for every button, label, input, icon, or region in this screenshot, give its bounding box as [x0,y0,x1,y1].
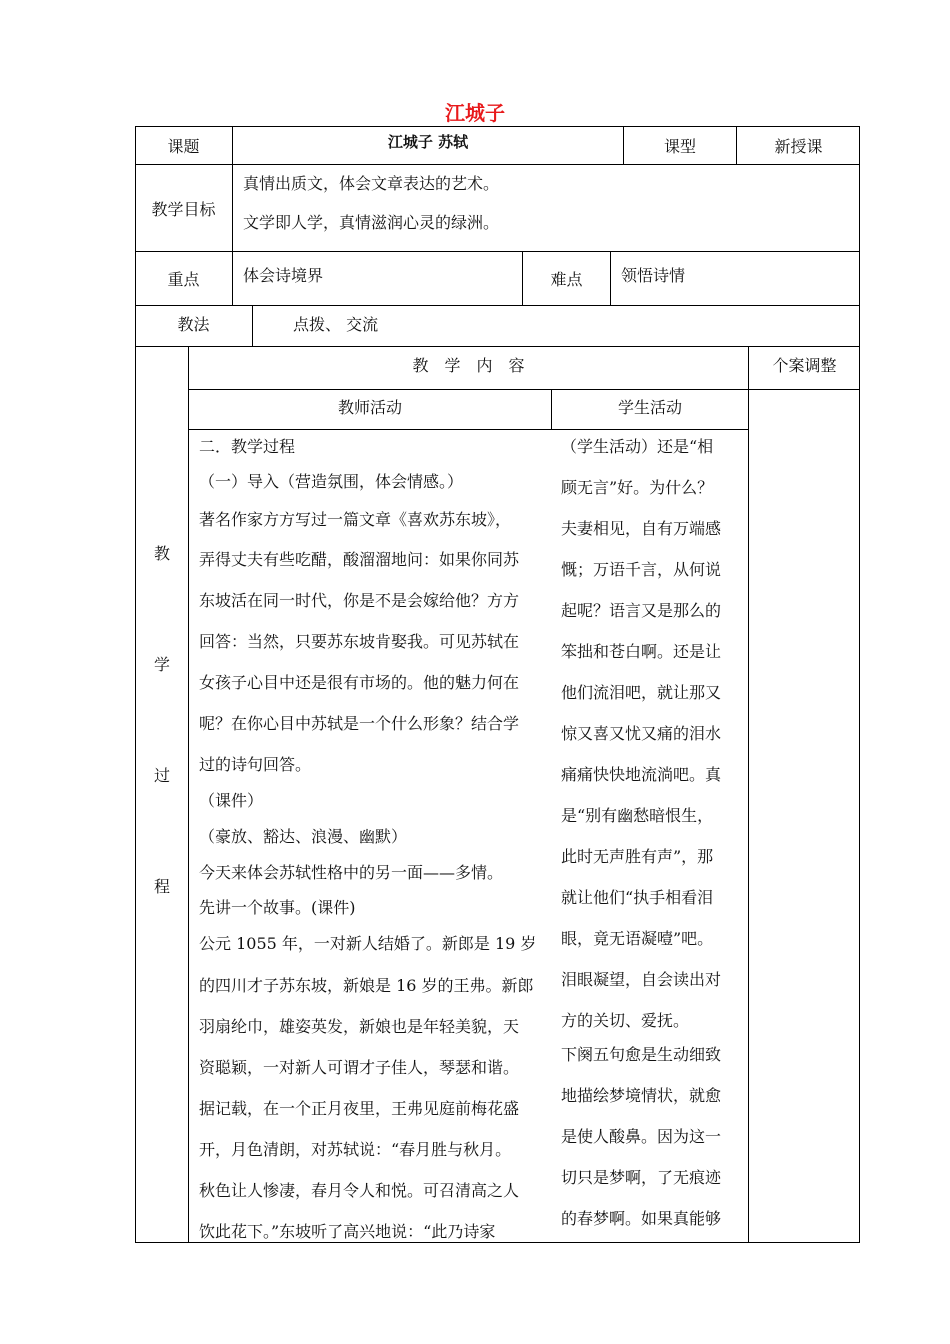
student-line: 地描绘梦境情状，就愈 [561,1086,722,1105]
student-line: 惊又喜又忧又痛的泪水 [561,724,722,743]
key-point-text: 体会诗境界 [243,266,324,285]
label-type: 课型 [624,126,737,165]
label-method-text: 教法 [177,315,210,334]
difficulty-value [611,252,860,306]
teacher-line: 饮此花下。”东坡听了高兴地说：“此乃诗家 [199,1222,496,1241]
student-line: 起呢？语言又是那么的 [561,601,722,620]
student-line: 顾无言”好。为什么？ [561,478,714,497]
student-line: 下阕五句愈是生动细致 [561,1045,722,1064]
student-line: 笨拙和苍白啊。还是让 [561,642,722,661]
adjust-header-text: 个案调整 [772,356,837,375]
adjust-header [749,347,860,390]
label-difficulty: 难点 [523,252,611,306]
teacher-line: 公元 1055 年，一对新人结婚了。新郎是 19 岁 [199,934,537,953]
topic-value [233,126,624,165]
student-header [552,390,749,430]
student-line: 夫妻相见，自有万端感 [561,519,722,538]
label-method [135,306,253,347]
teacher-line: 过的诗句回答。 [199,755,312,774]
label-topic: 课题 [135,126,233,165]
teacher-line: 的四川才子苏东坡，新娘是 16 岁的王弗。新郎 [199,976,534,995]
student-line: 眼，竟无语凝噎”吧。 [561,929,714,948]
student-header-text: 学生活动 [617,398,682,417]
topic-text: 江城子 苏轼 [387,133,469,151]
student-line: 痛痛快快地流淌吧。真 [561,765,722,784]
student-line: （学生活动）还是“相 [561,437,714,456]
content-header [189,347,749,390]
method-text: 点拨、 交流 [293,315,379,334]
teacher-line: 二．教学过程 [199,437,296,456]
goal-line-1: 真情出质文，体会文章表达的艺术。 [243,174,500,193]
side-char-3: 过 [154,766,171,785]
teacher-line: 秋色让人惨凄，春月令人和悦。可召清高之人 [199,1181,520,1200]
student-line: 慨；万语千言，从何说 [561,560,722,579]
teacher-line: 羽扇纶巾，雄姿英发，新娘也是年轻美貌，天 [199,1017,520,1036]
student-line: 泪眼凝望，自会读出对 [561,970,722,989]
teacher-line: （课件） [199,791,264,810]
teacher-line: 今天来体会苏轼性格中的另一面——多情。 [199,863,504,882]
teacher-line: 先讲一个故事。(课件) [199,898,356,917]
teacher-activity [189,430,552,1243]
student-line: 是“别有幽愁暗恨生， [561,806,714,825]
key-point-value [233,252,523,306]
teacher-header [189,390,552,430]
teacher-line: 开，月色清朗，对苏轼说：“春月胜与秋月。 [199,1140,512,1159]
student-activity [552,430,749,1243]
student-line: 是使人酸鼻。因为这一 [561,1127,722,1146]
goal-line-2: 文学即人学，真情滋润心灵的绿洲。 [243,213,500,232]
goals-value [233,165,860,252]
side-char-2: 学 [154,655,171,674]
teacher-line: 东坡活在同一时代，你是不是会嫁给他？方方 [199,591,520,610]
label-goals: 教学目标 [135,165,233,252]
student-line: 切只是梦啊，了无痕迹 [561,1168,722,1187]
teacher-line: 弄得丈夫有些吃醋，酸溜溜地问：如果你同苏 [199,550,520,569]
side-char-4: 程 [154,877,171,896]
student-line: 他们流泪吧，就让那又 [561,683,722,702]
teacher-header-text: 教师活动 [337,398,402,417]
difficulty-text: 领悟诗情 [621,266,686,285]
teacher-line: 女孩子心目中还是很有市场的。他的魅力何在 [199,673,520,692]
student-line: 方的关切、爱抚。 [561,1011,690,1030]
student-line: 就让他们“执手相看泪 [561,888,714,907]
student-line: 的春梦啊。如果真能够 [561,1209,722,1228]
teacher-line: 据记载，在一个正月夜里，王弗见庭前梅花盛 [199,1099,520,1118]
teacher-line: 回答：当然，只要苏东坡肯娶我。可见苏轼在 [199,632,520,651]
teacher-line: 资聪颖，一对新人可谓才子佳人，琴瑟和谐。 [199,1058,520,1077]
side-char-1: 教 [154,544,171,563]
student-line: 此时无声胜有声”，那 [561,847,714,866]
teacher-line: （豪放、豁达、浪漫、幽默） [199,827,408,846]
method-value [253,306,860,347]
teacher-line: 呢？在你心目中苏轼是一个什么形象？结合学 [199,714,520,733]
process-side-label [135,347,189,1243]
label-key-point: 重点 [135,252,233,306]
document-title: 江城子 [445,101,505,125]
content-header-text: 教 学 内 容 [412,356,525,375]
teacher-line: 著名作家方方写过一篇文章《喜欢苏东坡》， [199,510,512,529]
type-value: 新授课 [737,126,860,165]
teacher-line: （一）导入（营造氛围，体会情感。） [199,472,464,491]
